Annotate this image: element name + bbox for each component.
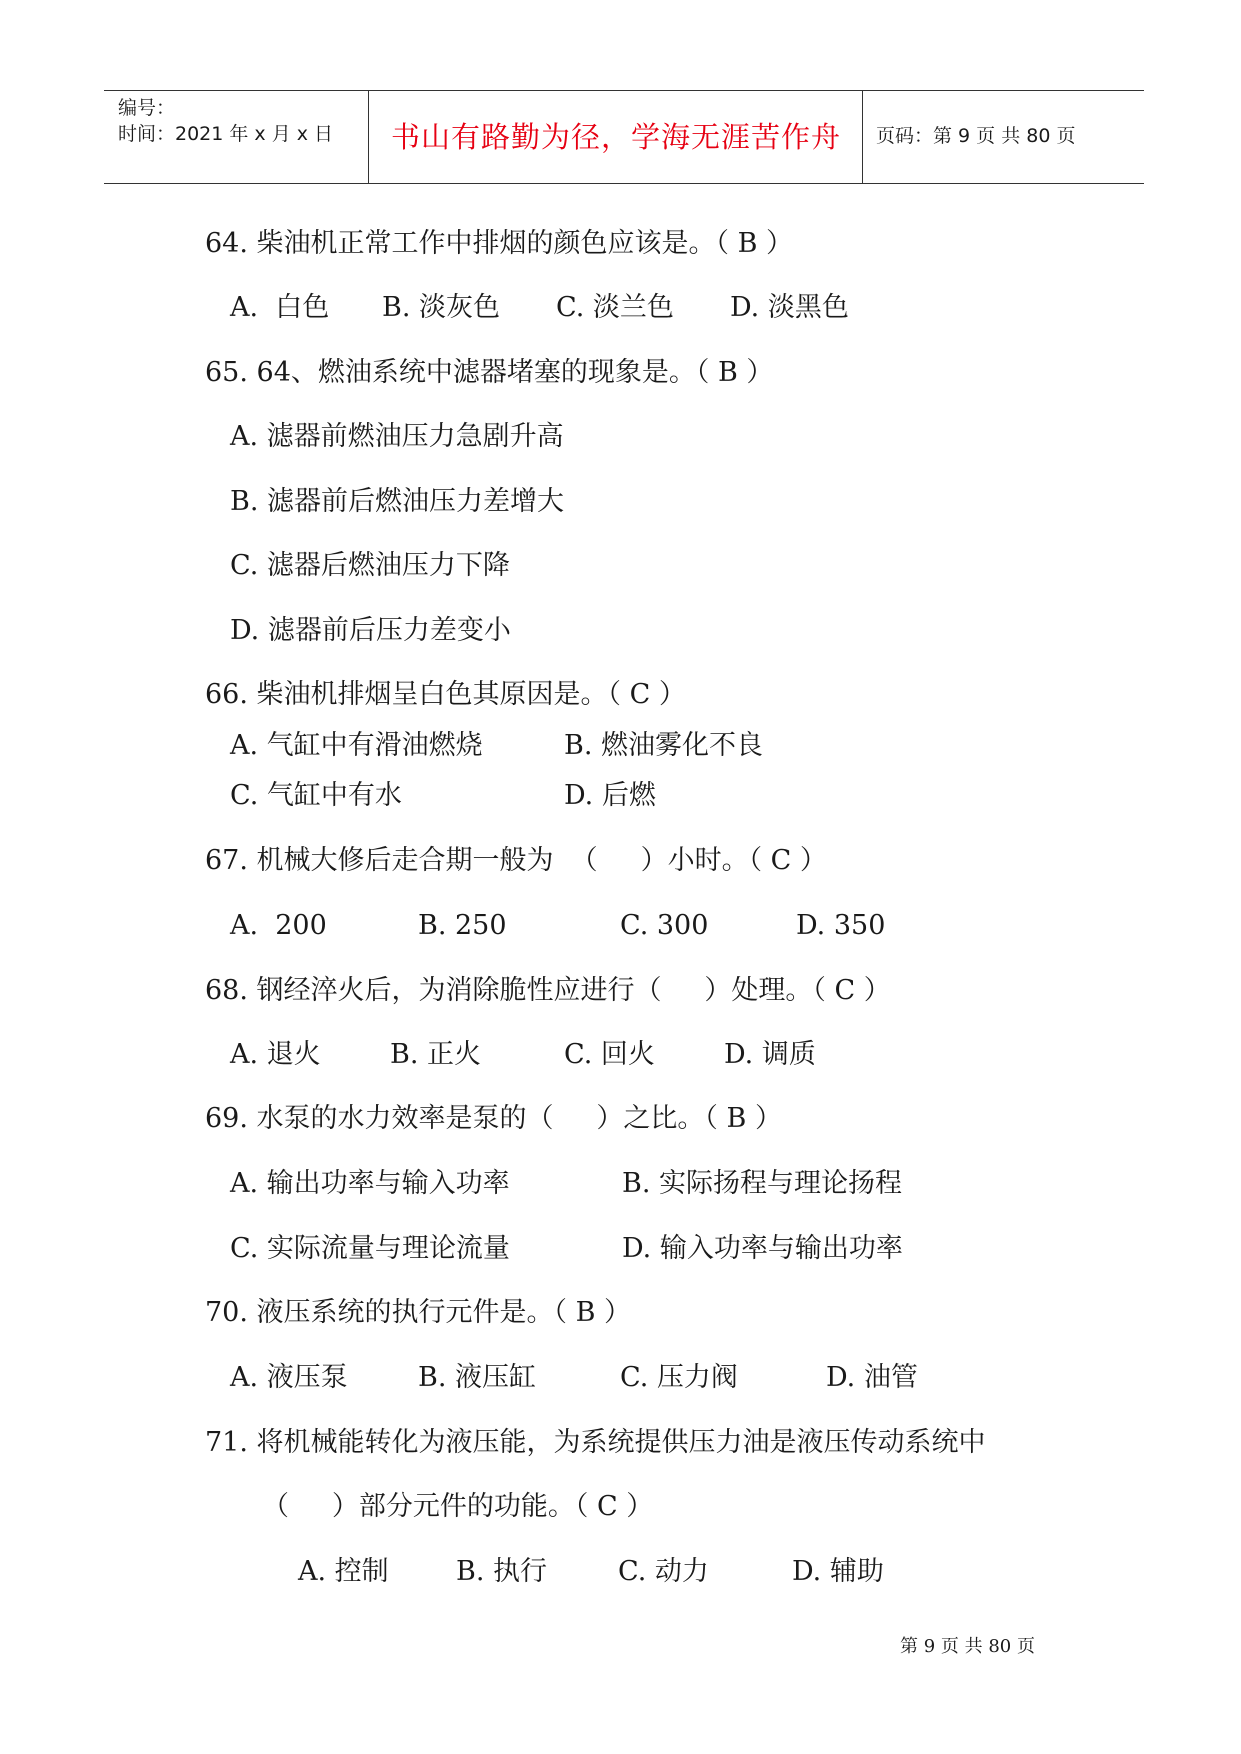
serial-number-label: 编号： [118, 97, 176, 119]
option-c: C. 气缸中有水 [230, 780, 402, 811]
option-c: C. 压力阀 [620, 1362, 738, 1393]
option-c: C. 300 [620, 910, 709, 941]
option-d: D. 350 [796, 910, 886, 941]
option-d: D. 后燃 [564, 780, 656, 811]
header-info-cell [104, 91, 369, 183]
option-b: B. 执行 [456, 1556, 548, 1587]
question-stem: 69. 水泵的水力效率是泵的（ ）之比。（ B ） [205, 1103, 782, 1134]
option-b: B. 实际扬程与理论扬程 [622, 1168, 903, 1199]
motto-text: 书山有路勤为径，学海无涯苦作舟 [390, 120, 841, 154]
option-a: A. 气缸中有滑油燃烧 [230, 730, 483, 761]
option-b: B. 正火 [390, 1039, 482, 1070]
option-d: D. 淡黑色 [730, 292, 849, 323]
page-header [104, 90, 1144, 184]
question-stem: 66. 柴油机排烟呈白色其原因是。（ C ） [205, 679, 686, 710]
option-c: C. 滤器后燃油压力下降 [230, 550, 510, 581]
option-a: A. 退火 [230, 1039, 321, 1070]
option-d: D. 滤器前后压力差变小 [230, 615, 511, 646]
question-stem: 68. 钢经淬火后，为消除脆性应进行（ ）处理。（ C ） [205, 975, 891, 1006]
option-c: C. 淡兰色 [556, 292, 674, 323]
date-label: 时间：2021 年 x 月 x 日 [118, 123, 334, 145]
header-page-cell [864, 91, 1144, 183]
option-b: B. 滤器前后燃油压力差增大 [230, 486, 565, 517]
header-motto-cell [370, 91, 863, 183]
option-a: A. 输出功率与输入功率 [230, 1168, 510, 1199]
question-stem: 64. 柴油机正常工作中排烟的颜色应该是。（ B ） [205, 228, 794, 259]
option-c: C. 实际流量与理论流量 [230, 1233, 510, 1264]
question-stem: 67. 机械大修后走合期一般为 （ ）小时。（ C ） [205, 845, 827, 876]
option-b: B. 250 [418, 910, 507, 941]
option-d: D. 油管 [826, 1362, 918, 1393]
option-b: B. 燃油雾化不良 [564, 730, 764, 761]
option-a: A. 液压泵 [230, 1362, 348, 1393]
option-a: A. 白色 [230, 292, 330, 323]
option-b: B. 液压缸 [418, 1362, 537, 1393]
option-a: A. 滤器前燃油压力急剧升高 [230, 421, 564, 452]
option-d: D. 输入功率与输出功率 [622, 1233, 903, 1264]
option-a: A. 控制 [298, 1556, 389, 1587]
option-d: D. 辅助 [792, 1556, 884, 1587]
option-c: C. 动力 [618, 1556, 709, 1587]
question-stem: 65. 64、燃油系统中滤器堵塞的现象是。（ B ） [205, 357, 774, 388]
question-stem: 70. 液压系统的执行元件是。（ B ） [205, 1297, 632, 1328]
option-a: A. 200 [230, 910, 327, 941]
option-c: C. 回火 [564, 1039, 655, 1070]
page-footer-number: 第 9 页 共 80 页 [900, 1636, 1035, 1657]
option-b: B. 淡灰色 [382, 292, 501, 323]
question-stem: 71. 将机械能转化为液压能，为系统提供压力油是液压传动系统中 [205, 1427, 986, 1458]
option-d: D. 调质 [724, 1039, 816, 1070]
question-stem-continuation: （ ）部分元件的功能。（ C ） [262, 1491, 654, 1522]
header-page-number: 页码：第 9 页 共 80 页 [876, 125, 1076, 147]
